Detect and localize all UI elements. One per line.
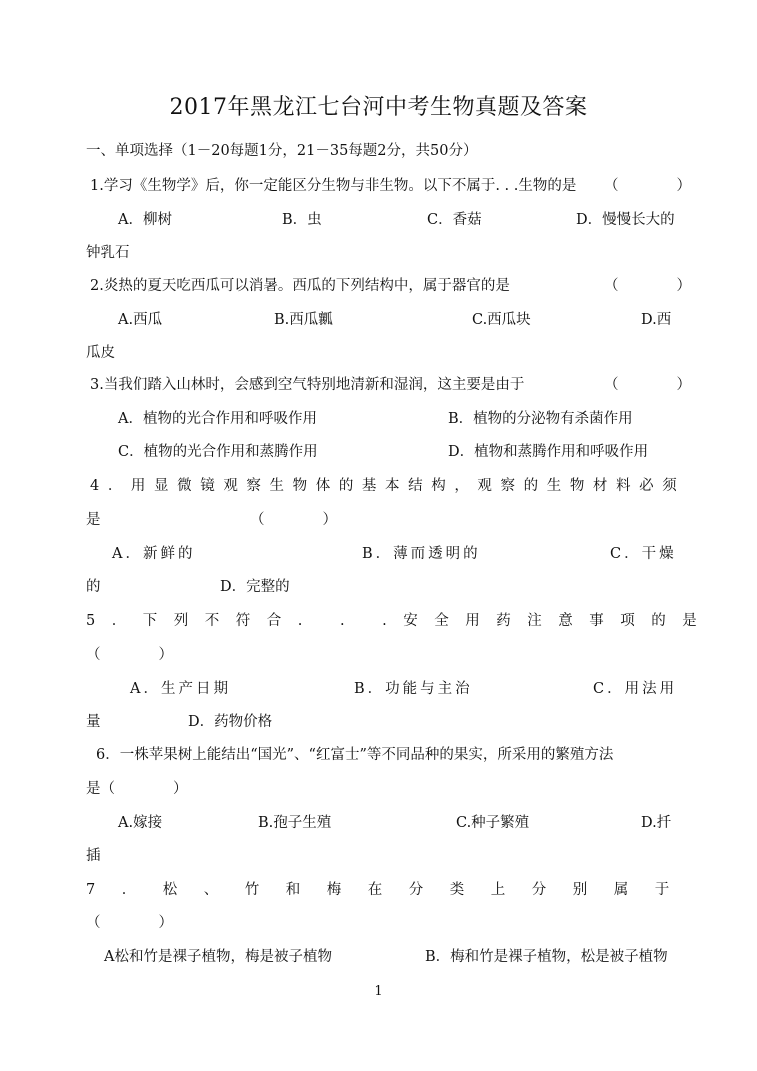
q6-stem: 6．一株苹果树上能结出“国光”、“红富士”等不同品种的果实，所采用的繁殖方法 — [96, 747, 614, 763]
q1-option-b: B．虫 — [282, 212, 322, 228]
q4-option-c-continued: 的 — [86, 579, 101, 595]
q1-option-d-continued: 钟乳石 — [86, 245, 130, 261]
q1-option-a: A．柳树 — [118, 212, 172, 228]
q6-option-c: C.种子繁殖 — [456, 815, 530, 831]
section-heading: 一、单项选择（1－20每题1分，21－35每题2分，共50分） — [86, 143, 478, 159]
q7-answer-paren: （ ） — [86, 915, 173, 931]
q2-stem: 2.炎热的夏天吃西瓜可以消暑。西瓜的下列结构中，属于器官的是 — [90, 278, 510, 294]
q2-answer-paren: （ ） — [604, 278, 691, 294]
q5-option-b: B．功能与主治 — [354, 681, 473, 697]
q7-option-a: A松和竹是裸子植物，梅是被子植物 — [104, 949, 332, 965]
q3-stem: 3.当我们踏入山林时，会感到空气特别地清新和湿润，这主要是由于 — [90, 377, 525, 393]
q3-option-d: D．植物和蒸腾作用和呼吸作用 — [448, 444, 649, 460]
q1-answer-paren: （ ） — [604, 178, 691, 194]
q1-option-d: D．慢慢长大的 — [576, 212, 675, 228]
q6-option-d-continued: 插 — [86, 848, 101, 864]
page-title: 2017年黑龙江七台河中考生物真题及答案 — [169, 95, 588, 120]
page-number: 1 — [374, 984, 383, 999]
q6-option-d: D.扦 — [641, 815, 672, 831]
q2-option-c: C.西瓜块 — [472, 312, 531, 328]
q5-stem — [86, 611, 713, 631]
q7-stem — [86, 880, 696, 900]
q2-option-d: D.西 — [641, 312, 672, 328]
q4-option-a: A．新鲜的 — [112, 546, 196, 562]
q2-option-d-continued: 瓜皮 — [86, 345, 115, 361]
q4-option-c: C．干燥 — [610, 546, 677, 562]
q5-option-c-continued: 量 — [86, 714, 101, 730]
q4-stem: 4．用显微镜观察生物体的基本结构，观察的生物材料必须 — [90, 478, 686, 494]
q4-option-d: D．完整的 — [220, 579, 290, 595]
q4-answer-paren: （ ） — [250, 512, 337, 528]
q5-answer-paren: （ ） — [86, 647, 173, 663]
q5-option-a: A．生产日期 — [130, 681, 231, 697]
q2-option-a: A.西瓜 — [118, 312, 163, 328]
q4-stem-continued: 是 — [86, 512, 101, 528]
q5-stem-text: 5．下列不符合. . .安全用药注意事项的是 — [86, 613, 714, 629]
q3-answer-paren: （ ） — [604, 377, 691, 393]
q1-option-c: C．香菇 — [427, 212, 482, 228]
q7-stem-text: 7．松、竹和梅在分类上分别属于 — [86, 882, 696, 898]
q1-stem: 1.学习《生物学》后，你一定能区分生物与非生物。以下不属于. . .生物的是 — [90, 178, 577, 194]
q2-option-b: B.西瓜瓤 — [274, 312, 333, 328]
q3-option-b: B．植物的分泌物有杀菌作用 — [448, 411, 633, 427]
q4-option-b: B．薄而透明的 — [362, 546, 481, 562]
q7-option-b: B．梅和竹是裸子植物，松是被子植物 — [425, 949, 668, 965]
q6-stem-continued: 是（ ） — [86, 781, 188, 797]
q3-option-a: A．植物的光合作用和呼吸作用 — [118, 411, 317, 427]
q5-option-c: C．用法用 — [593, 681, 678, 697]
q5-option-d: D．药物价格 — [188, 714, 273, 730]
q6-option-b: B.孢子生殖 — [258, 815, 332, 831]
q6-option-a: A.嫁接 — [118, 815, 163, 831]
q3-option-c: C．植物的光合作用和蒸腾作用 — [118, 444, 318, 460]
